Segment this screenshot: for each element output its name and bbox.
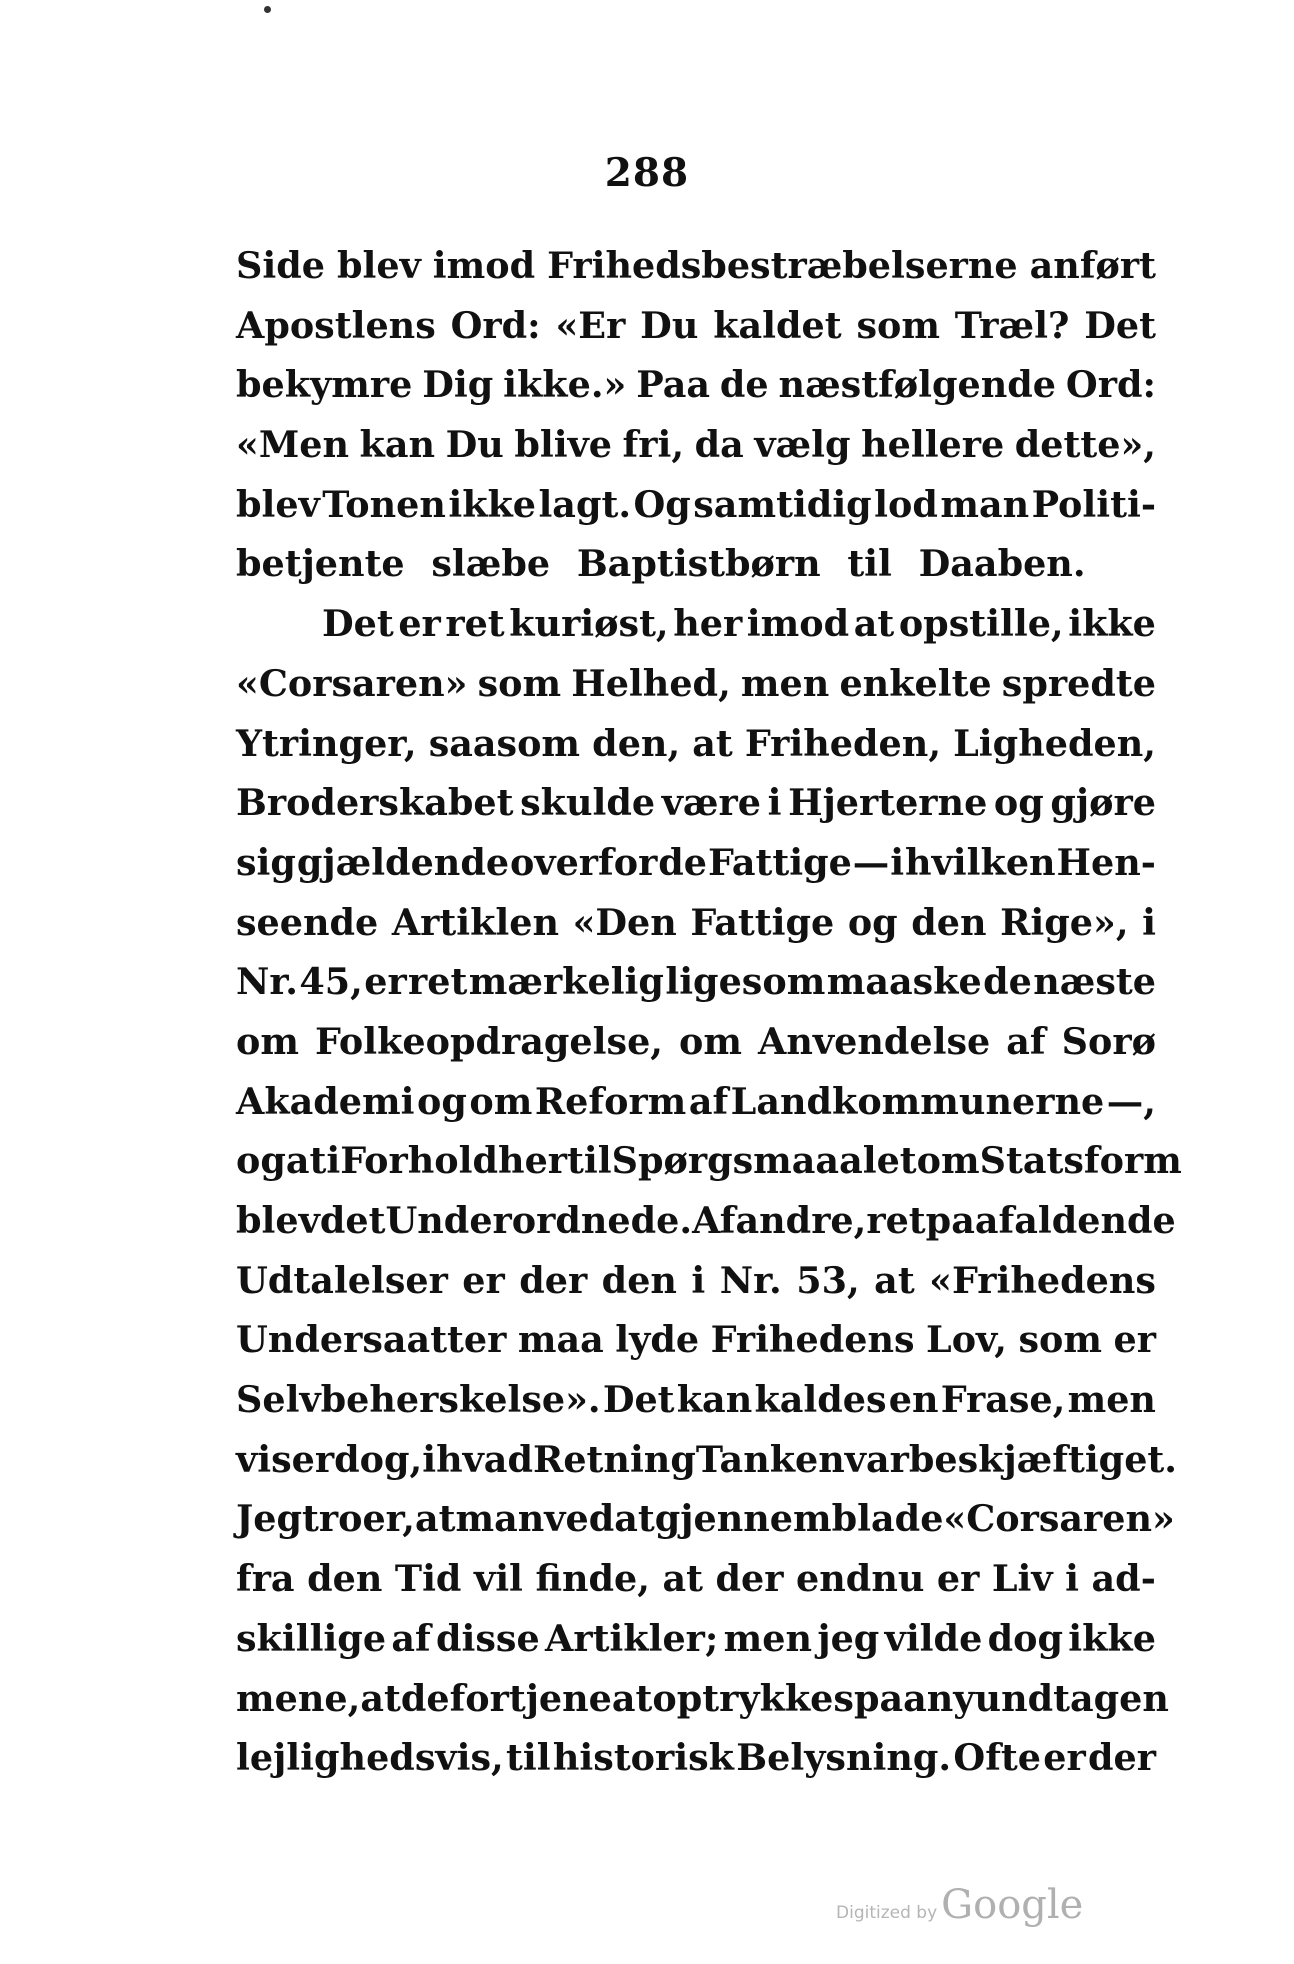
word: er — [1043, 1736, 1086, 1780]
word: «Corsaren» — [236, 661, 468, 705]
text-line — [236, 1430, 1177, 1490]
word: Anvendelse — [758, 1019, 991, 1063]
text-line — [236, 893, 1156, 953]
word: paafaldende — [925, 1199, 1176, 1242]
word: Det — [1084, 303, 1156, 347]
word: fortjene — [449, 1676, 612, 1720]
digitized-watermark — [836, 1882, 1083, 1928]
word: disse — [436, 1616, 540, 1660]
word: undtagen — [974, 1676, 1169, 1720]
word: optrykkes — [652, 1676, 854, 1720]
word: mene, — [236, 1676, 361, 1720]
word: at — [662, 1557, 704, 1601]
word: historisk — [552, 1736, 734, 1780]
word: i — [1142, 900, 1156, 944]
text-line — [236, 1012, 1156, 1072]
word: de — [400, 1676, 450, 1720]
word: imod — [746, 602, 850, 646]
word: ret — [866, 1199, 926, 1242]
word: om — [679, 1019, 742, 1063]
text-line — [236, 415, 1156, 475]
word: og — [417, 1079, 467, 1123]
watermark-prefix: Digitized by — [836, 1903, 938, 1923]
text-line — [236, 1489, 1175, 1549]
word: «Corsaren» — [943, 1497, 1175, 1541]
text-line — [236, 236, 1156, 296]
word: Træl? — [954, 303, 1070, 347]
word: Det — [602, 1378, 675, 1422]
word: andre, — [735, 1199, 867, 1242]
word: Jeg — [236, 1497, 303, 1541]
word: Akademi — [236, 1079, 415, 1123]
word: Frase, — [940, 1378, 1066, 1422]
word: Paa — [636, 363, 711, 407]
word: overfor — [510, 840, 658, 884]
word: i — [422, 1437, 437, 1481]
word: lagt. — [538, 482, 632, 526]
word: samtidig — [693, 482, 872, 526]
word: der — [519, 1258, 588, 1302]
word: ved — [544, 1497, 615, 1541]
text-line — [236, 952, 1156, 1012]
word: og — [236, 1139, 286, 1183]
word: ret — [408, 960, 468, 1004]
word: Det — [322, 602, 394, 646]
word: Fattige — [690, 900, 835, 944]
word: kan — [676, 1378, 753, 1422]
word: af — [688, 1079, 729, 1123]
text-line — [236, 1549, 1156, 1609]
word: vilde — [884, 1616, 983, 1660]
word: dette», — [1014, 423, 1156, 467]
word: Liv — [991, 1557, 1053, 1601]
word: paany — [853, 1676, 975, 1720]
word: blev — [236, 1199, 320, 1242]
word: er — [1113, 1318, 1156, 1362]
word: som — [477, 661, 562, 705]
word: den — [307, 1557, 383, 1601]
word: ad- — [1091, 1557, 1156, 1601]
word: er — [462, 1258, 505, 1302]
text-line — [236, 355, 1156, 415]
word: endnu — [796, 1557, 925, 1601]
word: og — [993, 781, 1044, 825]
word: Sorø — [1061, 1019, 1156, 1063]
word: at — [874, 1258, 915, 1302]
word: Ligheden, — [953, 721, 1156, 765]
word: som — [1018, 1318, 1102, 1362]
word: i — [326, 1139, 341, 1183]
text-line — [236, 1072, 1156, 1132]
word: at — [614, 1497, 655, 1541]
word: hvilken — [905, 840, 1056, 884]
word: «Den — [572, 900, 677, 944]
text-line — [236, 1310, 1156, 1370]
word: Artiklen — [391, 900, 560, 944]
word: spredte — [1001, 661, 1156, 705]
word: hvad — [436, 1437, 533, 1481]
word: Side — [236, 244, 325, 287]
word: — — [852, 840, 890, 884]
watermark-logo: Google — [941, 1882, 1084, 1928]
text-line — [236, 1669, 1169, 1729]
word: dog, — [334, 1437, 423, 1481]
word: skillige — [236, 1616, 387, 1660]
word: man — [455, 1497, 545, 1541]
word: den — [601, 1258, 677, 1302]
word: Ord: — [1065, 363, 1156, 407]
word: Lov, — [926, 1318, 1007, 1362]
word: hellere — [861, 423, 1005, 467]
word: at — [414, 1497, 456, 1541]
word: i — [890, 840, 905, 884]
word: fri, — [622, 423, 685, 467]
word: kaldet — [713, 303, 842, 347]
word: næstfølgende — [778, 363, 1057, 407]
word: Selvbeherskelse». — [236, 1378, 601, 1422]
word: dog — [987, 1616, 1063, 1660]
word: men — [723, 1616, 813, 1660]
word: Nr. — [236, 960, 298, 1004]
word: til — [506, 1736, 551, 1780]
word: imod — [432, 244, 536, 287]
word: er — [364, 960, 407, 1004]
word: Du — [445, 423, 504, 467]
word: i — [691, 1258, 706, 1302]
text-line — [236, 714, 1156, 774]
word: Forhold — [340, 1139, 499, 1183]
word: ikke — [448, 482, 536, 526]
word: —, — [1106, 1079, 1156, 1123]
word: Hjerterne — [788, 781, 988, 825]
word: Nr. — [719, 1258, 782, 1302]
word: Landkommunerne — [730, 1079, 1105, 1123]
word: Udtalelser — [236, 1258, 448, 1302]
word: var — [844, 1437, 909, 1481]
word: Helhed, — [571, 661, 731, 705]
word: at — [360, 1676, 401, 1720]
text-line — [236, 654, 1156, 714]
word: Tonen — [322, 482, 446, 526]
word: Belysning. — [736, 1736, 952, 1780]
word: vælg — [754, 423, 851, 467]
word: lod — [874, 482, 938, 526]
word: den — [911, 900, 987, 944]
word: anført — [1029, 244, 1156, 287]
body-text — [236, 236, 1182, 1788]
word: Dig — [422, 363, 494, 407]
word: Friheden, — [744, 721, 942, 765]
word: næste — [1033, 960, 1156, 1004]
word: ikke — [1068, 1616, 1156, 1660]
word: er — [398, 602, 441, 646]
word: finde, — [535, 1557, 650, 1601]
word: «Frihedens — [929, 1258, 1156, 1302]
text-line — [236, 1609, 1156, 1669]
word: Artikler; — [545, 1616, 719, 1660]
word: at — [853, 602, 895, 646]
word: Rige», — [1000, 900, 1129, 944]
word: Og — [633, 482, 691, 526]
word: der — [715, 1557, 784, 1601]
text-line — [236, 1251, 1156, 1311]
word: skulde — [520, 781, 656, 825]
word: i — [767, 781, 782, 825]
word: blive — [514, 423, 612, 467]
word: det — [319, 1199, 386, 1242]
word: Ord: — [450, 303, 541, 347]
word: lyde — [615, 1318, 700, 1362]
page-number: 288 — [604, 150, 690, 196]
word: den, — [592, 721, 681, 765]
text-line — [236, 475, 1156, 535]
word: som — [856, 303, 940, 347]
text-line — [236, 773, 1156, 833]
word: kuriøst, — [509, 602, 669, 646]
word: troer, — [302, 1497, 415, 1541]
word: Undersaatter — [236, 1318, 507, 1362]
text-line — [236, 1728, 1156, 1788]
word: Politi- — [1031, 482, 1156, 526]
text-line — [236, 296, 1156, 356]
word: være — [661, 781, 761, 825]
word: er — [936, 1557, 980, 1601]
word: 53, — [796, 1258, 860, 1302]
word: lejlighedsvis, — [236, 1736, 504, 1780]
word: gjældende — [296, 840, 510, 884]
word: Apostlens — [236, 303, 436, 347]
text-line — [236, 1191, 1176, 1251]
word: Frihedens — [710, 1318, 915, 1362]
word: Statsform — [979, 1139, 1182, 1183]
word: men — [1067, 1378, 1156, 1422]
word: blev — [236, 482, 320, 526]
word: en — [888, 1378, 939, 1422]
text-line — [236, 1370, 1156, 1430]
word: maa — [517, 1318, 604, 1362]
word: at — [285, 1139, 327, 1183]
word: Frihedsbestræbelserne — [547, 244, 1018, 287]
word: ligesom — [665, 960, 826, 1004]
word: bekymre — [236, 363, 413, 407]
word: der — [1088, 1736, 1156, 1780]
word: Underordnede. — [385, 1199, 693, 1242]
word: Folkeopdragelse, — [315, 1019, 663, 1063]
word: ikke.» — [503, 363, 627, 407]
word: Retning — [532, 1437, 696, 1481]
word: seende — [236, 900, 379, 944]
word: Tanken — [695, 1437, 845, 1481]
word: blev — [336, 244, 421, 287]
text-line — [236, 1131, 1182, 1191]
word: jeg — [817, 1616, 880, 1660]
word: om — [236, 1019, 299, 1063]
word: 45, — [299, 960, 363, 1004]
word: vil — [473, 1557, 523, 1601]
word: at — [611, 1676, 653, 1720]
word: «Er — [555, 303, 626, 347]
word: Ofte — [953, 1736, 1041, 1780]
word: Ytringer, — [236, 721, 417, 765]
word: man — [940, 482, 1030, 526]
word: hertil — [498, 1139, 612, 1183]
word: fra — [236, 1557, 295, 1601]
word: kaldes — [754, 1378, 887, 1422]
word: Reform — [534, 1079, 687, 1123]
word: Broderskabet — [236, 781, 514, 825]
word: Fattige — [707, 840, 852, 884]
word: Hen- — [1056, 840, 1156, 884]
word: om — [469, 1079, 533, 1123]
word: og — [847, 900, 898, 944]
word: kan — [359, 423, 436, 467]
word: Af — [692, 1199, 736, 1242]
word: i — [1065, 1557, 1080, 1601]
text-line — [236, 833, 1156, 893]
word: da — [694, 423, 744, 467]
text-line: betjente slæbe Baptistbørn til Daaben. — [236, 542, 1086, 586]
word: maaske — [826, 960, 982, 1004]
word: gjennemblade — [654, 1497, 944, 1541]
word: enkelte — [839, 661, 992, 705]
word: viser — [236, 1437, 335, 1481]
word: opstille, — [898, 602, 1064, 646]
word: «Men — [236, 423, 349, 467]
stray-ink-dot — [264, 6, 271, 13]
word: her — [673, 602, 743, 646]
word: at — [692, 721, 733, 765]
word: beskjæftiget. — [908, 1437, 1177, 1481]
word: Du — [640, 303, 699, 347]
word: mærkelig — [468, 960, 664, 1004]
text-line — [236, 594, 1156, 654]
word: sig — [236, 840, 296, 884]
word: Spørgsmaaalet — [611, 1139, 917, 1183]
word: de — [719, 363, 769, 407]
word: Tid — [394, 1557, 462, 1601]
word: de — [983, 960, 1032, 1004]
word: af — [391, 1616, 431, 1660]
word: ikke — [1068, 602, 1156, 646]
word: ret — [445, 602, 505, 646]
word: af — [1006, 1019, 1046, 1063]
word: de — [658, 840, 708, 884]
word: om — [916, 1139, 980, 1183]
word: gjøre — [1050, 781, 1156, 825]
word: men — [740, 661, 830, 705]
word: saasom — [428, 721, 581, 765]
